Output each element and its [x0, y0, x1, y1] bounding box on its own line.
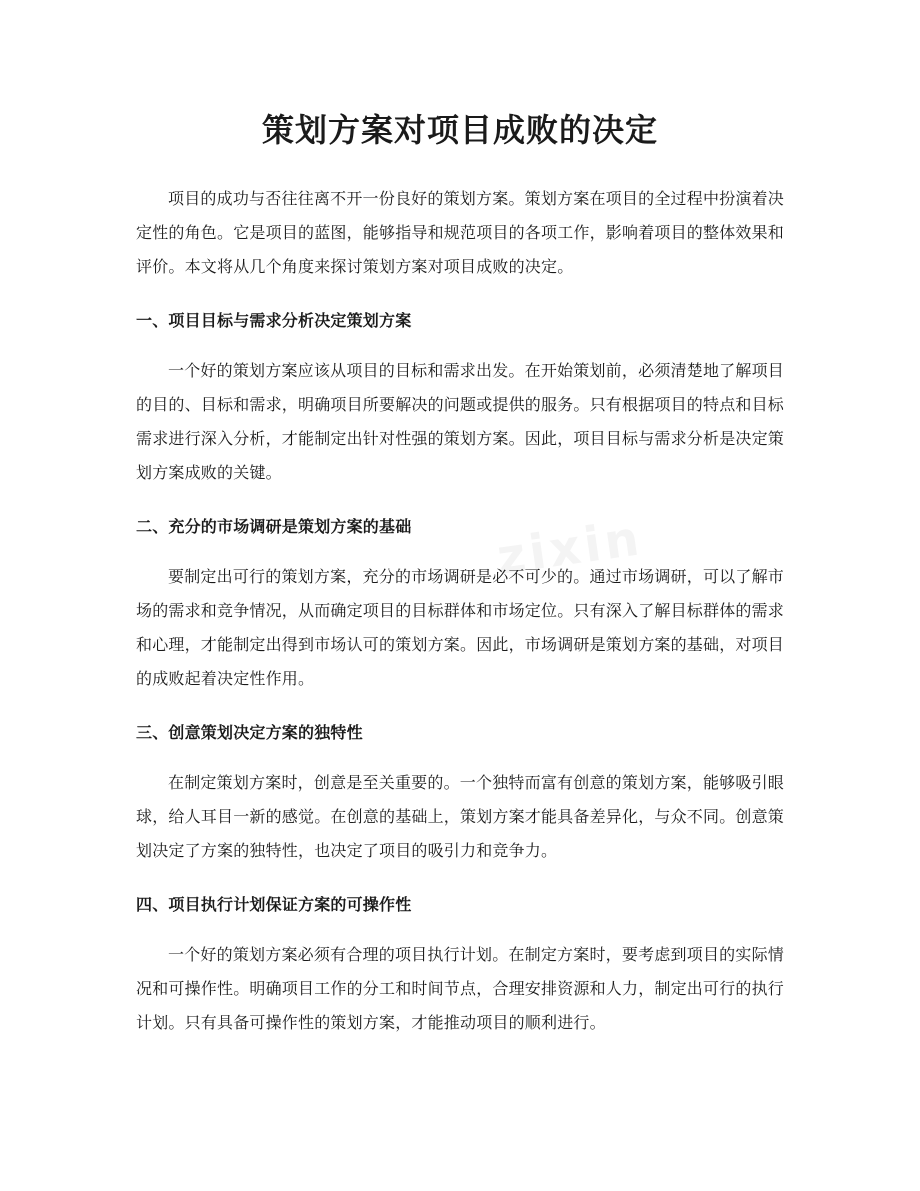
spacer	[136, 696, 784, 716]
section-3-paragraph: 在制定策划方案时，创意是至关重要的。一个独特而富有创意的策划方案，能够吸引眼球，给人耳目一新的感觉。在创意的基础上，策划方案才能具备差异化，与众不同。创意策划决定了方案的独特性，也决定了项目的吸引力和竞争力。	[136, 773, 785, 860]
section-1-paragraph: 一个好的策划方案应该从项目的目标和需求出发。在开始策划前，必须清楚地了解项目的目的、目标和需求，明确项目所要解决的问题或提供的服务。只有根据项目的特点和目标需求进行深入分析，才能制定出针对性强的策划方案。因此，项目目标与需求分析是决定策划方案成败的关键。	[136, 361, 785, 482]
spacer	[136, 868, 784, 888]
section-4-heading: 四、项目执行计划保证方案的可操作性	[136, 895, 412, 914]
document-title: 策划方案对项目成败的决定	[261, 111, 658, 149]
spacer	[136, 338, 784, 354]
section-4-paragraph: 一个好的策划方案必须有合理的项目执行计划。在制定方案时，要考虑到项目的实际情况和可操作性。明确项目工作的分工和时间节点，合理安排资源和人力，制定出可行的执行计划。只有具备可操作性的策划方案，才能推动项目的顺利进行。	[136, 945, 785, 1032]
intro-paragraph: 项目的成功与否往往离不开一份良好的策划方案。策划方案在项目的全过程中扮演着决定性的角色。它是项目的蓝图，能够指导和规范项目的各项工作，影响着项目的整体效果和评价。本文将从几个角度来探讨策划方案对项目成败的决定。	[136, 189, 785, 276]
section-2-paragraph: 要制定出可行的策划方案，充分的市场调研是必不可少的。通过市场调研，可以了解市场的需求和竞争情况，从而确定项目的目标群体和市场定位。只有深入了解目标群体的需求和心理，才能制定出得到市场认可的策划方案。因此，市场调研是策划方案的基础，对项目的成败起着决定性作用。	[136, 567, 785, 688]
section-1-heading: 一、项目目标与需求分析决定策划方案	[136, 311, 412, 330]
spacer	[136, 922, 784, 938]
section-2-heading: 二、充分的市场调研是策划方案的基础	[136, 517, 412, 536]
spacer	[136, 544, 784, 560]
watermark: zixin	[493, 510, 647, 586]
spacer	[136, 750, 784, 766]
spacer	[136, 490, 784, 510]
section-3-heading: 三、创意策划决定方案的独特性	[136, 723, 363, 742]
document-body	[136, 182, 784, 1040]
spacer	[136, 284, 784, 304]
